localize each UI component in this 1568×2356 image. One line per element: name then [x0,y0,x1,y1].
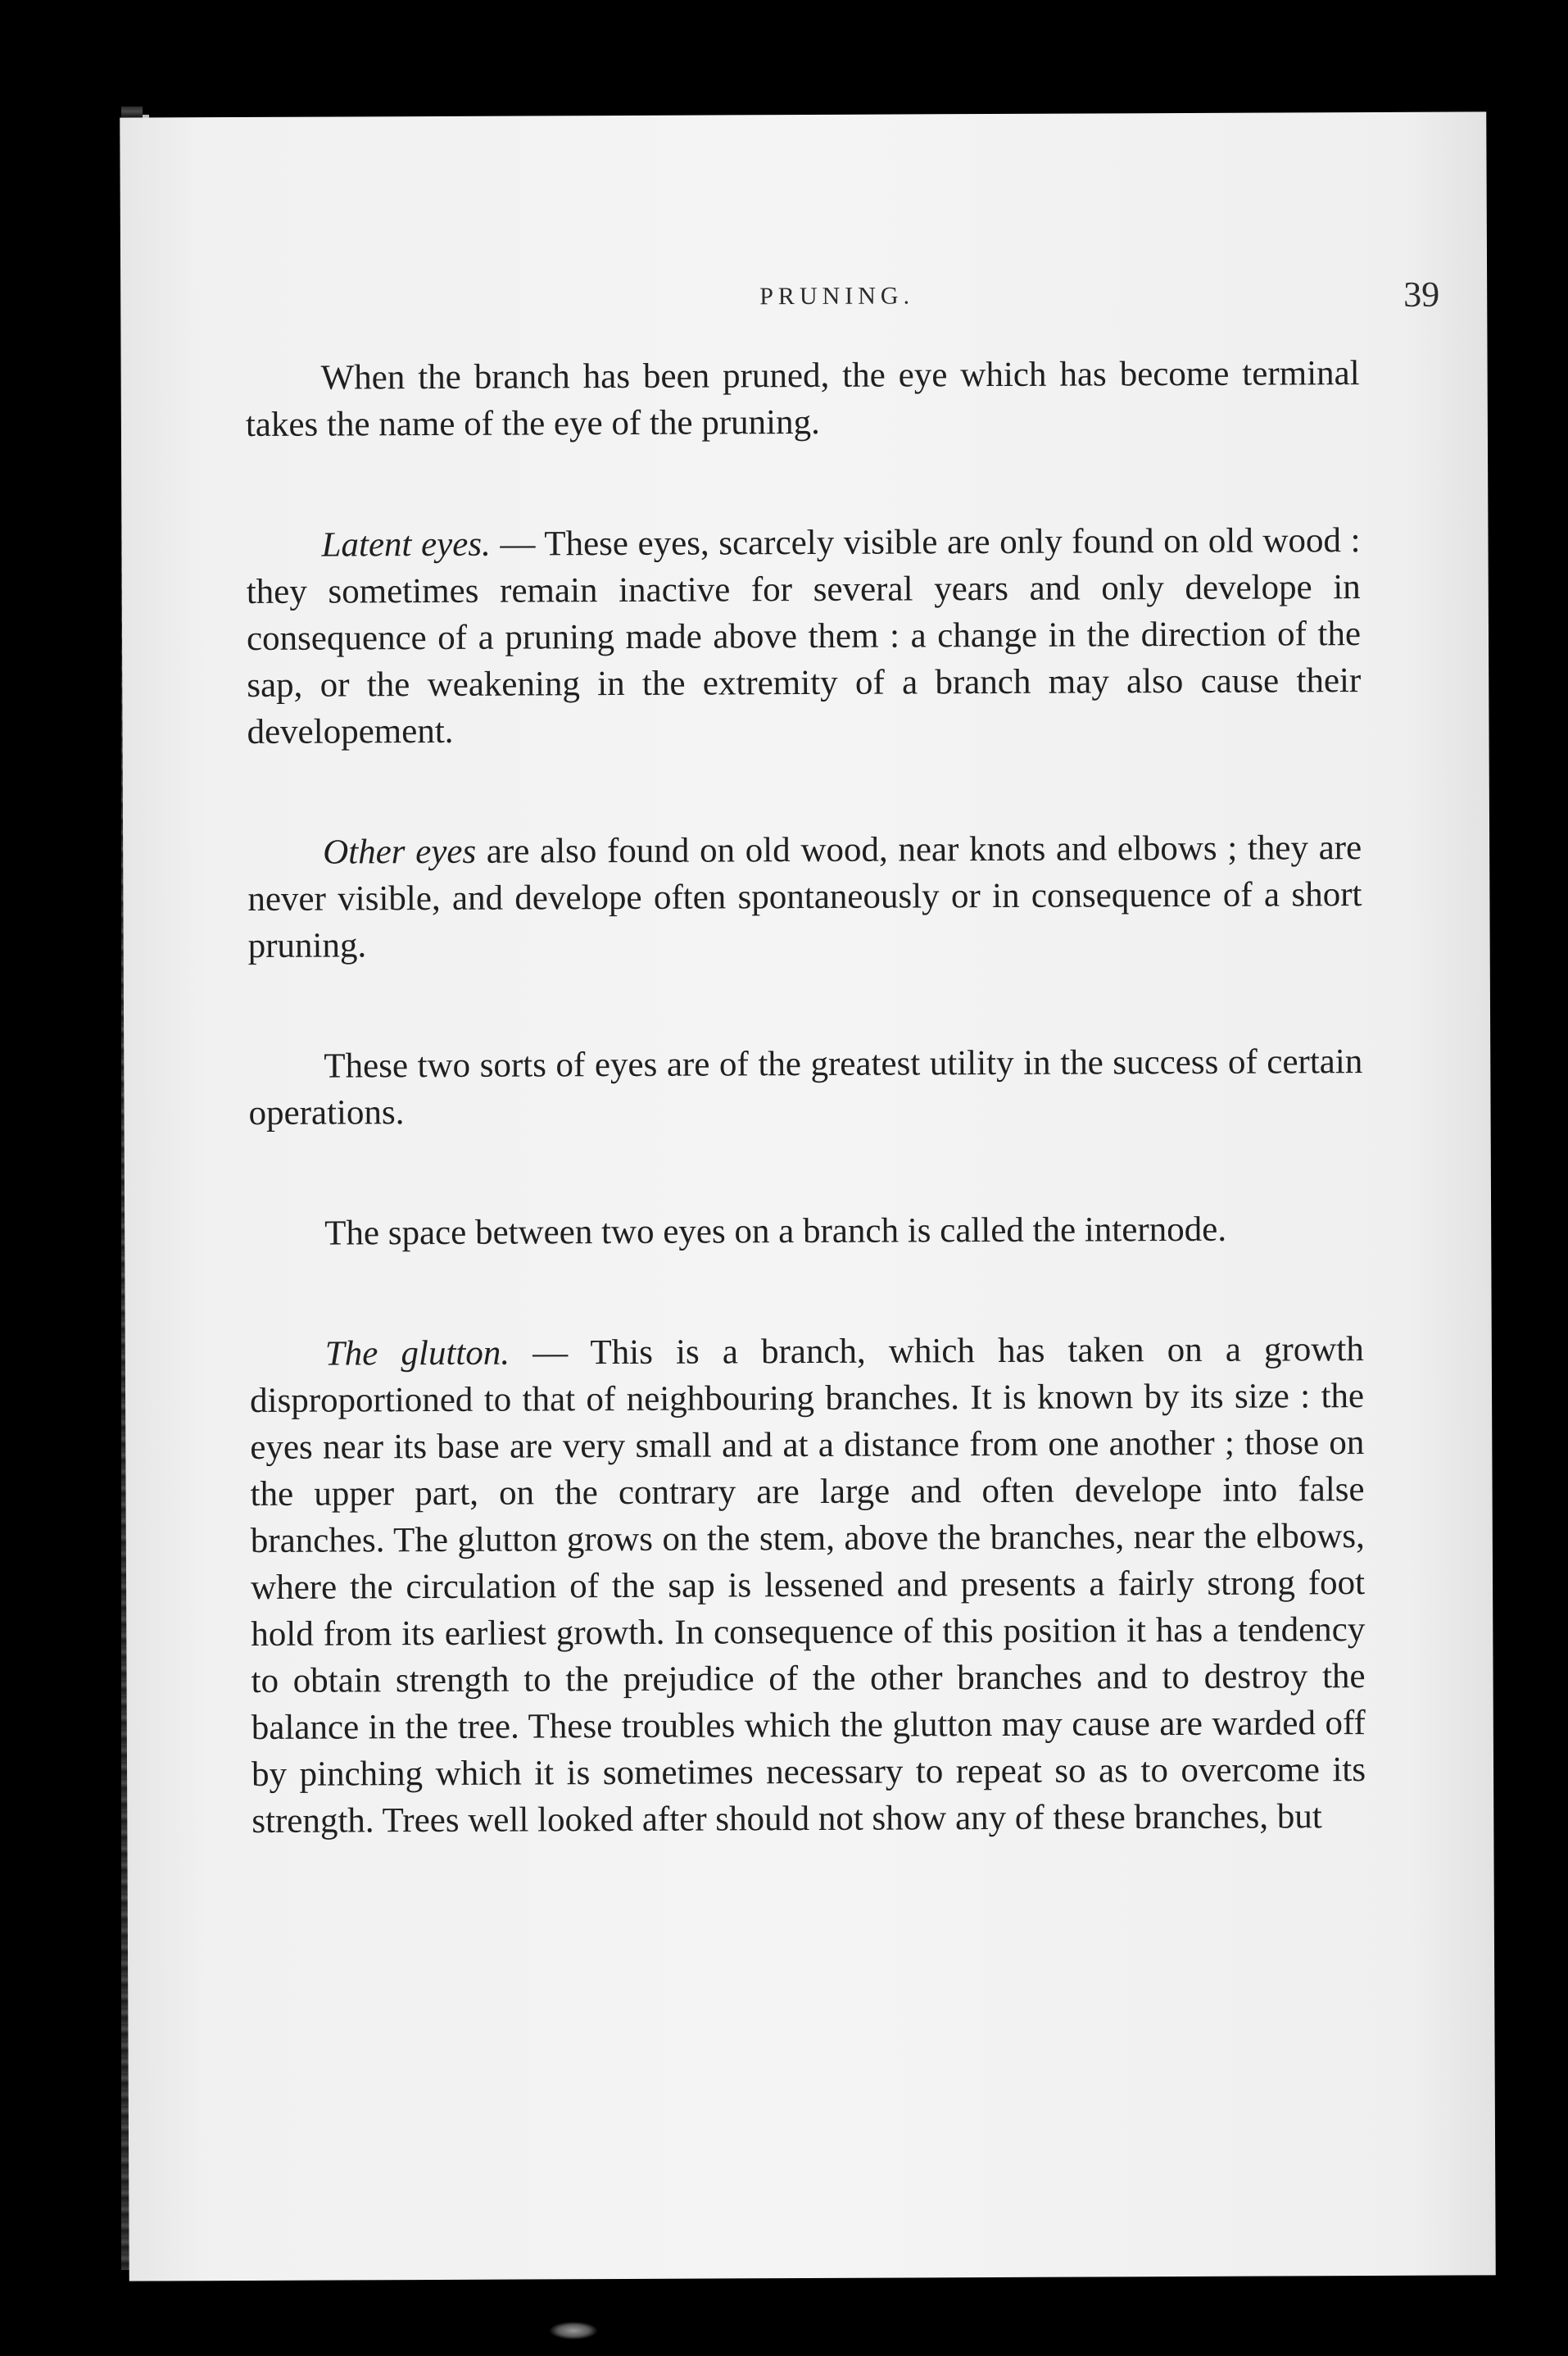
book-page [120,111,1496,2281]
paragraph-lead: Other eyes [323,832,477,872]
page-number: 39 [1403,274,1440,315]
page-header [120,274,1487,334]
page-body [246,350,1366,1845]
paragraph-text: are also found on old wood, near knots and elbows ; they are never visible, and develope often spontaneously or in consequence of a short pruning. [247,828,1362,965]
running-head: PRUNING. [759,282,915,311]
paragraph-lead: The glutton. [324,1333,510,1373]
paragraph-glutton [250,1326,1366,1845]
paragraph-text: The space between two eyes on a branch is called the internode. [324,1210,1227,1253]
scan-smudge [549,2322,598,2340]
paragraph-other-eyes [247,824,1362,969]
paragraph-internode [249,1205,1363,1257]
paragraph-text: — This is a branch, which has taken on a growth disproportioned to that of neighbouring branches. It is known by its size : the eyes near its base are very small and at a distance from one another ; those on the upper part, on the contrary are large and often develope into false branches. The glutton grows on the stem, above the branches, near the elbows, where the circulation of the sap is lessened and presents a fairly strong foot hold from its earliest growth. In consequence of this position it has a tendency to obtain strength to the prejudice of the other branches and to destroy the balance in the tree. These troubles which the glutton may cause are warded off by pinching which it is sometimes necessary to repeat so as to overcome its strength. Trees well looked after should not show any of these branches, but [249,1330,1366,1841]
paragraph-two-sorts [248,1038,1362,1137]
paragraph-latent-eyes [246,517,1361,756]
paragraph-lead: Latent eyes. [321,524,491,565]
paragraph-text: When the branch has been pruned, the eye which has become terminal takes the name of the eye of the pruning. [245,354,1360,444]
paragraph-text: These two sorts of eyes are of the greatest utility in the success of certain operations. [248,1042,1363,1133]
paragraph-text: — These eyes, scarcely visible are only found on old wood : they sometimes remain inactive for several years and only develope in consequence of a pruning made above them : a change in the direction of the sap, or the weakening in the extremity of a branch may also cause their developement. [246,521,1362,751]
paragraph-terminal-eye [246,350,1360,448]
